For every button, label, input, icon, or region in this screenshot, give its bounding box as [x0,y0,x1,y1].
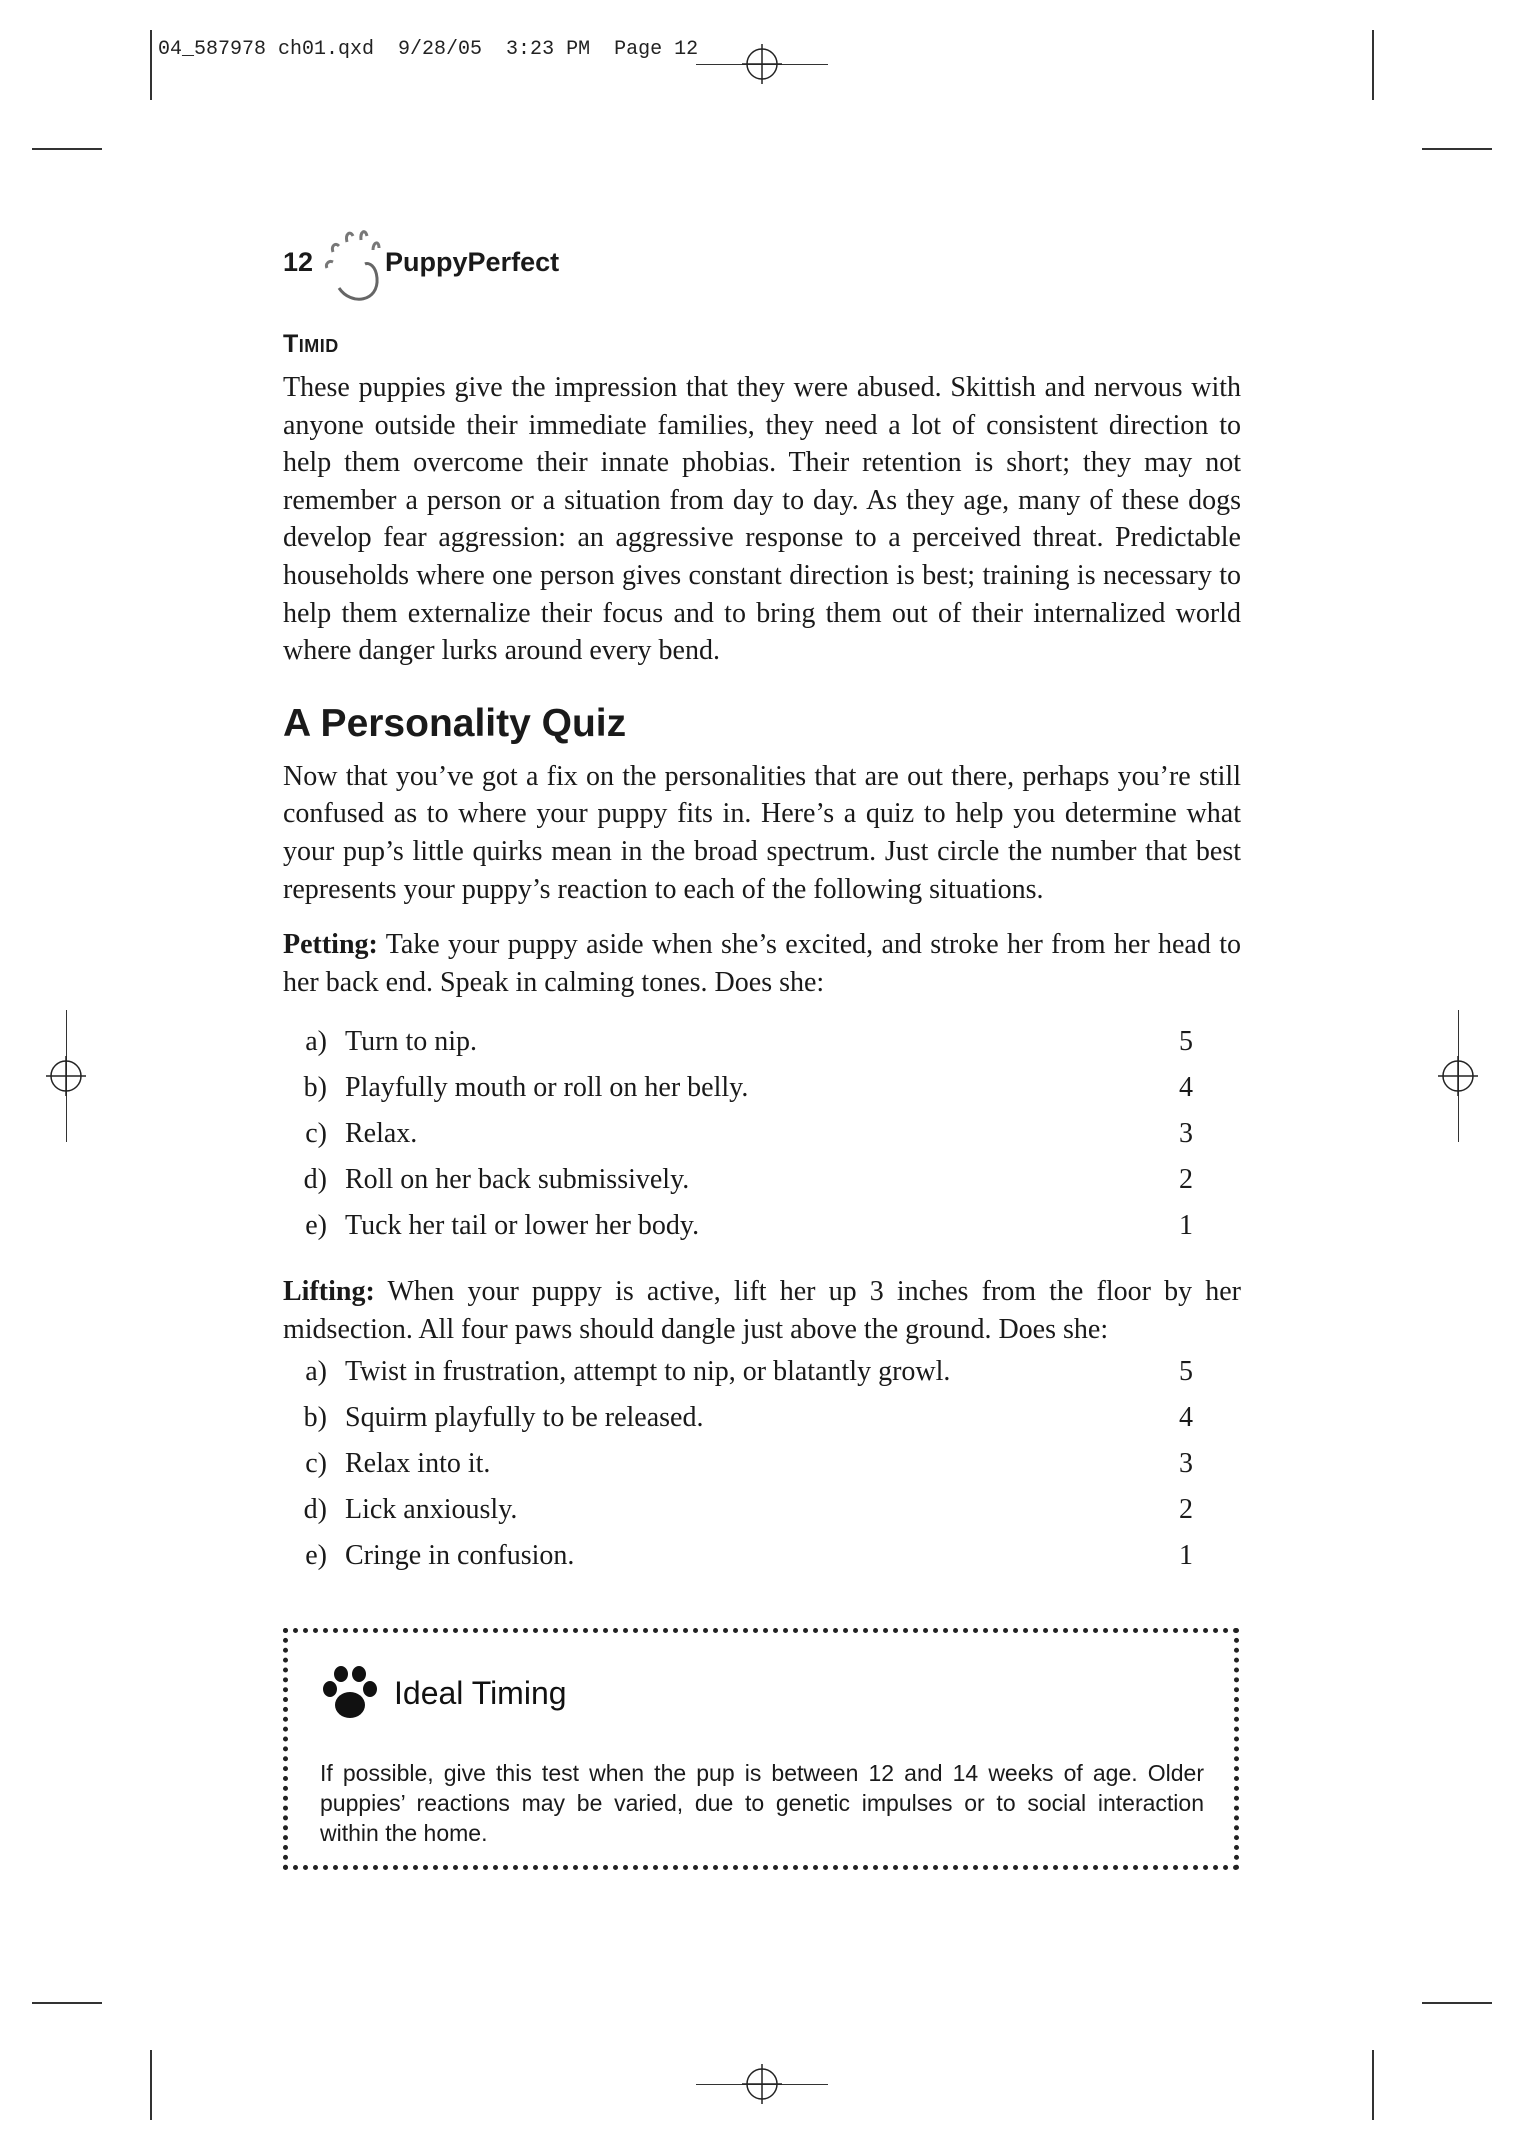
tip-body: If possible, give this test when the pup is between 12 and 14 weeks of age. Older puppies’ reactions may be varied, due to genetic impulses or to social interaction within the home. [320,1760,1204,1846]
question-lifting [283,1273,1241,1348]
crop-mark [1422,2002,1492,2004]
option-text: Turn to nip. [345,1026,478,1058]
registration-mark-icon [46,1056,86,1096]
list-item [283,1533,1241,1579]
option-text: Playfully mouth or roll on her belly. [345,1072,749,1104]
list-item [283,1065,1241,1111]
crop-mark [32,2002,102,2004]
option-text: Relax into it. [345,1447,491,1479]
option-score: 3 [1179,1447,1193,1479]
running-head [283,222,559,302]
lifting-options-list [283,1349,1241,1579]
page-number: 12 [283,246,314,277]
option-text: Relax. [345,1118,418,1150]
option-letter: d) [303,1164,327,1196]
crop-mark [1372,30,1374,100]
option-text: Roll on her back submissively. [345,1164,690,1196]
list-item [283,1395,1241,1441]
list-item [283,1349,1241,1395]
question-prompt: When your puppy is active, lift her up 3 inches from the floor by her midsection. All four paws should dangle just above the ground. Does she: [283,1276,1241,1345]
option-text: Tuck her tail or lower her body. [345,1210,700,1242]
timid-heading: Timid [283,330,339,358]
registration-mark-icon [742,44,782,84]
option-letter: b) [303,1401,327,1433]
option-score: 2 [1179,1493,1193,1525]
petting-options-list [283,1019,1241,1249]
option-score: 4 [1179,1401,1193,1433]
option-letter: c) [305,1447,327,1479]
option-text: Squirm playfully to be released. [345,1401,704,1433]
list-item [283,1441,1241,1487]
crop-mark [150,2050,152,2120]
printer-slug-line: 04_587978 ch01.qxd 9/28/05 3:23 PM Page 12 [158,38,699,61]
option-score: 2 [1179,1164,1193,1196]
option-letter: e) [305,1210,327,1242]
option-letter: b) [303,1072,327,1104]
option-text: Lick anxiously. [345,1493,518,1525]
ideal-timing-tip-box [283,1628,1239,1870]
paw-logo-icon [317,222,387,302]
option-text: Cringe in confusion. [345,1539,575,1571]
option-letter: a) [305,1026,327,1058]
quiz-title: A Personality Quiz [283,701,627,745]
crop-mark [1422,148,1492,150]
option-score: 5 [1179,1026,1193,1058]
list-item [283,1111,1241,1157]
tip-header [318,1661,567,1725]
tip-title: Ideal Timing [394,1674,567,1711]
list-item [283,1157,1241,1203]
option-score: 1 [1179,1539,1193,1571]
paw-print-icon [318,1661,382,1725]
crop-mark [150,30,152,100]
registration-mark-icon [742,2064,782,2104]
quiz-intro-paragraph: Now that you’ve got a fix on the personalities that are out there, perhaps you’re still confused as to where your puppy fits in. Here’s a quiz to help you determine what your pup’s little quirks mean in the broad spectrum. Just circle the number that best represents your puppy’s reaction to each of the following situations. [283,760,1241,905]
list-item [283,1019,1241,1065]
option-score: 5 [1179,1355,1193,1387]
option-score: 3 [1179,1118,1193,1150]
question-label: Lifting: [283,1276,375,1308]
page-content [283,330,1241,1579]
option-letter: d) [303,1493,327,1525]
book-title: PuppyPerfect [385,246,560,277]
crop-mark [1372,2050,1374,2120]
registration-mark-icon [1438,1056,1478,1096]
option-score: 4 [1179,1072,1193,1104]
question-petting [283,926,1241,1001]
option-text: Twist in frustration, attempt to nip, or blatantly growl. [345,1355,951,1387]
option-letter: c) [305,1118,327,1150]
question-prompt: Take your puppy aside when she’s excited, and stroke her from her head to her back end. Speak in calming tones. Does she: [283,929,1241,998]
list-item [283,1487,1241,1533]
timid-paragraph: These puppies give the impression that they were abused. Skittish and nervous with anyone outside their immediate families, they need a lot of consistent direction to help them overcome their innate phobias. Their retention is short; they may not remember a person or a situation from day to day. As they age, many of these dogs develop fear aggression: an aggressive response to a perceived threat. Predictable households where one person gives constant direction is best; training is necessary to help them externalize their focus and to bring them out of their internalized world where danger lurks around every bend. [283,372,1241,667]
option-letter: a) [305,1355,327,1387]
list-item [283,1203,1241,1249]
question-label: Petting: [283,929,378,961]
option-letter: e) [305,1539,327,1571]
option-score: 1 [1179,1210,1193,1242]
crop-mark [32,148,102,150]
